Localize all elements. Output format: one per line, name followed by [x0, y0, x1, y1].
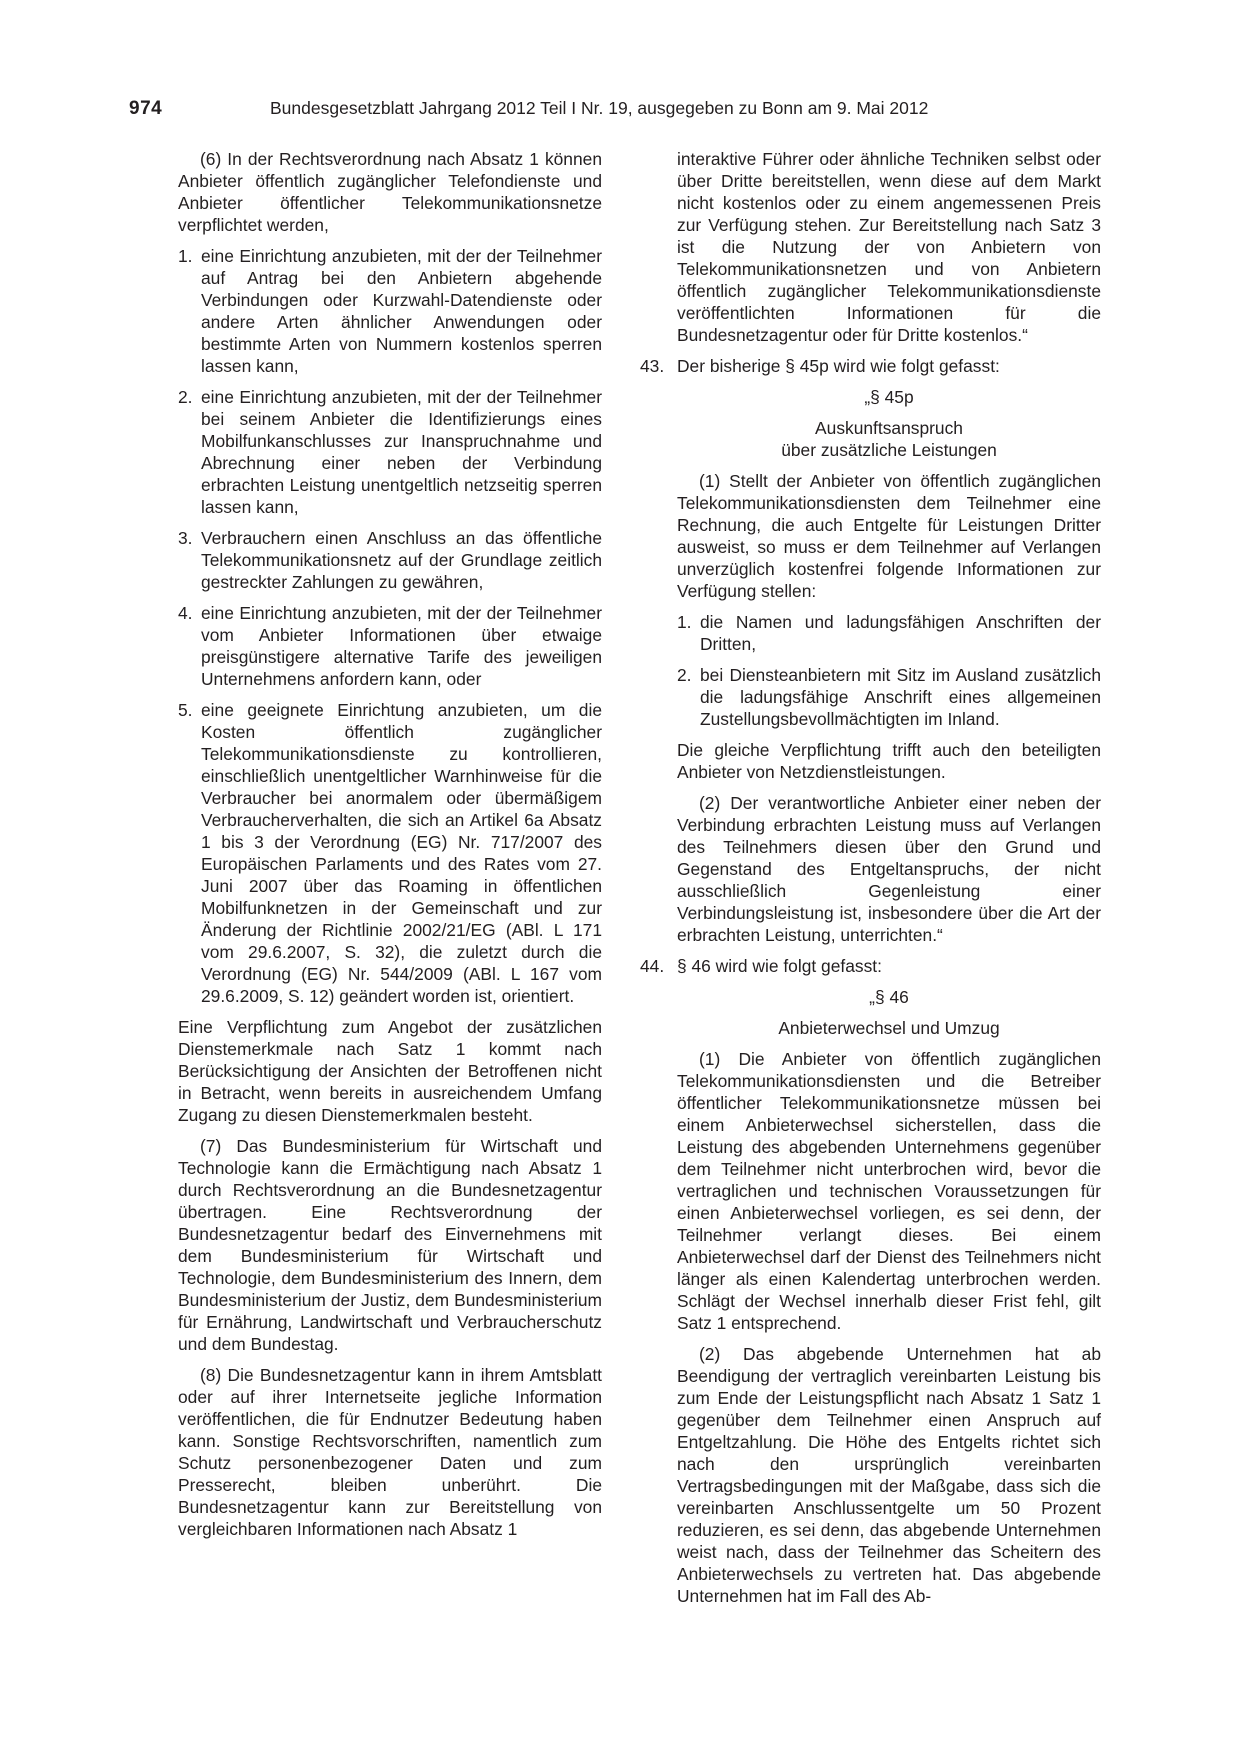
left-column [178, 148, 602, 1540]
list-item-number: 3. [178, 528, 193, 548]
list-item-number: 5. [178, 700, 193, 720]
list-item-number: 1. [677, 612, 692, 632]
list-item-number: 2. [677, 665, 692, 685]
section-46-heading: „§ 46 [869, 987, 909, 1007]
amendment-text: Der bisherige § 45p wird wie folgt gefasst: [677, 356, 1000, 376]
amendment-number: 44. [640, 956, 665, 976]
amendment-text: § 46 wird wie folgt gefasst: [677, 956, 882, 976]
paragraph-8-continued: interaktive Führer oder ähnliche Techniken selbst oder über Dritte bereitstellen, wenn diese auf dem Markt nicht kostenlos oder zu einem angemessenen Preis zur Verfügung stehen. Zur Bereitstellung nach Satz 3 ist die Nutzung der von Anbietern von Telekommunikationsnetzen und von Anbietern öffentlich zugänglicher Telekommunikationsdienste veröffentlichten Informationen für die Bundesnetzagentur oder für Dritte kostenlos.“ [677, 149, 1101, 345]
list-item-number: 1. [178, 246, 193, 266]
section-46-paragraph-1: (1) Die Anbieter von öffentlich zugänglichen Telekommunikationsdiensten und die Betreiber öffentlicher Telekommunikationsnetze müssen bei einem Anbieterwechsel sicherstellen, dass die Leistung des abgebenden Unternehmens gegenüber dem Teilnehmer nicht unterbrochen wird, bevor die vertraglichen und technischen Voraussetzungen für einen Anbieterwechsel vorliegen, es sei denn, der Teilnehmer verlangt dieses. Bei einem Anbieterwechsel darf der Dienst des Teilnehmers nicht länger als einen Kalendertag unterbrochen werden. Schlägt der Wechsel innerhalb dieser Frist fehl, gilt Satz 1 entsprechend. [677, 1049, 1101, 1333]
list-item [178, 245, 602, 377]
list-item-text: eine geeignete Einrichtung anzubieten, um die Kosten öffentlich zugänglicher Telekommunikationsdienste zu kontrollieren, einschließlich unentgeltlicher Warnhinweise für die Verbraucher bei anormalem oder übermäßigem Verbraucherverhalten, die sich an Artikel 6a Absatz 1 bis 3 der Verordnung (EG) Nr. 717/2007 des Europäischen Parlaments und des Rates vom 27. Juni 2007 über das Roaming in öffentlichen Mobilfunknetzen in der Gemeinschaft und zur Änderung der Richtlinie 2002/21/EG (ABl. L 171 vom 29.6.2007, S. 32), die zuletzt durch die Verordnung (EG) Nr. 544/2009 (ABl. L 167 vom 29.6.2009, S. 12) geändert worden ist, orientiert. [201, 700, 602, 1006]
list-item-text: eine Einrichtung anzubieten, mit der der Teilnehmer auf Antrag bei den Anbietern abgehende Verbindungen oder Kurzwahl-Datendienste oder andere Arten ähnlicher Anwendungen oder bestimmte Arten von Nummern kostenlos sperren lassen kann, [201, 246, 602, 376]
section-45p-title: über zusätzliche Leistungen [781, 440, 997, 460]
section-45p-paragraph-2: (2) Der verantwortliche Anbieter einer neben der Verbindung erbrachten Leistung muss auf Verlangen des Teilnehmers diesen über den Grund und Gegenstand des Entgeltanspruchs, der nicht ausschließlich Gegenleistung einer Verbindungsleistung ist, insbesondere über die Art der erbrachten Leistung, unterrichten.“ [677, 793, 1101, 945]
list-item [178, 386, 602, 518]
paragraph-8: (8) Die Bundesnetzagentur kann in ihrem Amtsblatt oder auf ihrer Internetseite jegliche Information veröffentlichen, die für Endnutzer Bedeutung haben kann. Sonstige Rechtsvorschriften, namentlich zum Schutz personenbezogener Daten und zum Presserecht, bleiben unberührt. Die Bundesnetzagentur kann zur Bereitstellung von vergleichbaren Informationen nach Absatz 1 [178, 1365, 602, 1539]
paragraph-7: (7) Das Bundesministerium für Wirtschaft und Technologie kann die Ermächtigung nach Absatz 1 durch Rechtsverordnung an die Bundesnetzagentur übertragen. Eine Rechtsverordnung der Bundesnetzagentur bedarf des Einvernehmens mit dem Bundesministerium für Wirtschaft und Technologie, dem Bundesministerium des Innern, dem Bundesministerium der Justiz, dem Bundesministerium für Ernährung, Landwirtschaft und Verbraucherschutz und dem Bundestag. [178, 1136, 602, 1354]
running-head: Bundesgesetzblatt Jahrgang 2012 Teil I Nr. 19, ausgegeben zu Bonn am 9. Mai 2012 [270, 98, 929, 118]
list-item [178, 602, 602, 690]
section-45p-title: Auskunftsanspruch [815, 418, 963, 438]
page-header [0, 98, 1241, 128]
amendment-item-43 [640, 355, 1101, 377]
list-item [178, 699, 602, 1007]
section-46-title: Anbieterwechsel und Umzug [778, 1018, 1000, 1038]
amendment-item-44 [640, 955, 1101, 977]
list-item [677, 611, 1101, 655]
right-column [640, 148, 1101, 1607]
paragraph-6-intro: (6) In der Rechtsverordnung nach Absatz 1 können Anbieter öffentlich zugänglicher Telefondienste und Anbieter öffentlicher Telekommunikationsnetze verpflichtet werden, [178, 149, 602, 235]
paragraph-6-closing: Eine Verpflichtung zum Angebot der zusätzlichen Dienstemerkmale nach Satz 1 kommt nach Berücksichtigung der Ansichten der Betroffenen nicht in Betracht, wenn bereits in ausreichendem Umfang Zugang zu diesen Dienstemerkmalen besteht. [178, 1017, 602, 1125]
page-number: 974 [129, 98, 163, 119]
list-item-number: 2. [178, 387, 193, 407]
section-45p-heading: „§ 45p [864, 387, 914, 407]
list-item-text: eine Einrichtung anzubieten, mit der der Teilnehmer bei seinem Anbieter die Identifizierungs eines Mobilfunkanschlusses zur Inanspruchnahme und Abrechnung einer neben der Verbindung erbrachten Leistung unentgeltlich netzseitig sperren lassen kann, [201, 387, 602, 517]
list-item [677, 664, 1101, 730]
section-46-paragraph-2: (2) Das abgebende Unternehmen hat ab Beendigung der vertraglich vereinbarten Leistung bis zum Ende der Leistungspflicht nach Absatz 1 Satz 1 gegenüber dem Teilnehmer einen Anspruch auf Entgeltzahlung. Die Höhe des Entgelts richtet sich nach den ursprünglich vereinbarten Vertragsbedingungen mit der Maßgabe, dass sich die vereinbarten Anschlussentgelte um 50 Prozent reduzieren, es sei denn, das abgebende Unternehmen weist nach, dass der Teilnehmer das Scheitern des Anbieterwechsels zu vertreten hat. Das abgebende Unternehmen hat im Fall des Ab- [677, 1344, 1101, 1606]
list-item-text: die Namen und ladungsfähigen Anschriften der Dritten, [700, 612, 1101, 654]
list-item [178, 527, 602, 593]
section-45p-paragraph-1: (1) Stellt der Anbieter von öffentlich zugänglichen Telekommunikationsdiensten dem Teilnehmer eine Rechnung, die auch Entgelte für Leistungen Dritter ausweist, so muss er dem Teilnehmer auf Verlangen unverzüglich kostenfrei folgende Informationen zur Verfügung stellen: [677, 471, 1101, 601]
list-item-text: Verbrauchern einen Anschluss an das öffentliche Telekommunikationsnetz auf der Grundlage zeitlich gestreckter Zahlungen zu gewähren, [201, 528, 602, 592]
list-item-text: bei Diensteanbietern mit Sitz im Ausland zusätzlich die ladungsfähige Anschrift eines allgemeinen Zustellungsbevollmächtigten im Inland. [700, 665, 1101, 729]
section-45p-paragraph-1-closing: Die gleiche Verpflichtung trifft auch den beteiligten Anbieter von Netzdienstleistungen. [677, 740, 1101, 782]
amendment-number: 43. [640, 356, 665, 376]
list-item-number: 4. [178, 603, 193, 623]
list-item-text: eine Einrichtung anzubieten, mit der der Teilnehmer vom Anbieter Informationen über etwaige preisgünstigere alternative Tarife des jeweiligen Unternehmens anfordern kann, oder [201, 603, 602, 689]
